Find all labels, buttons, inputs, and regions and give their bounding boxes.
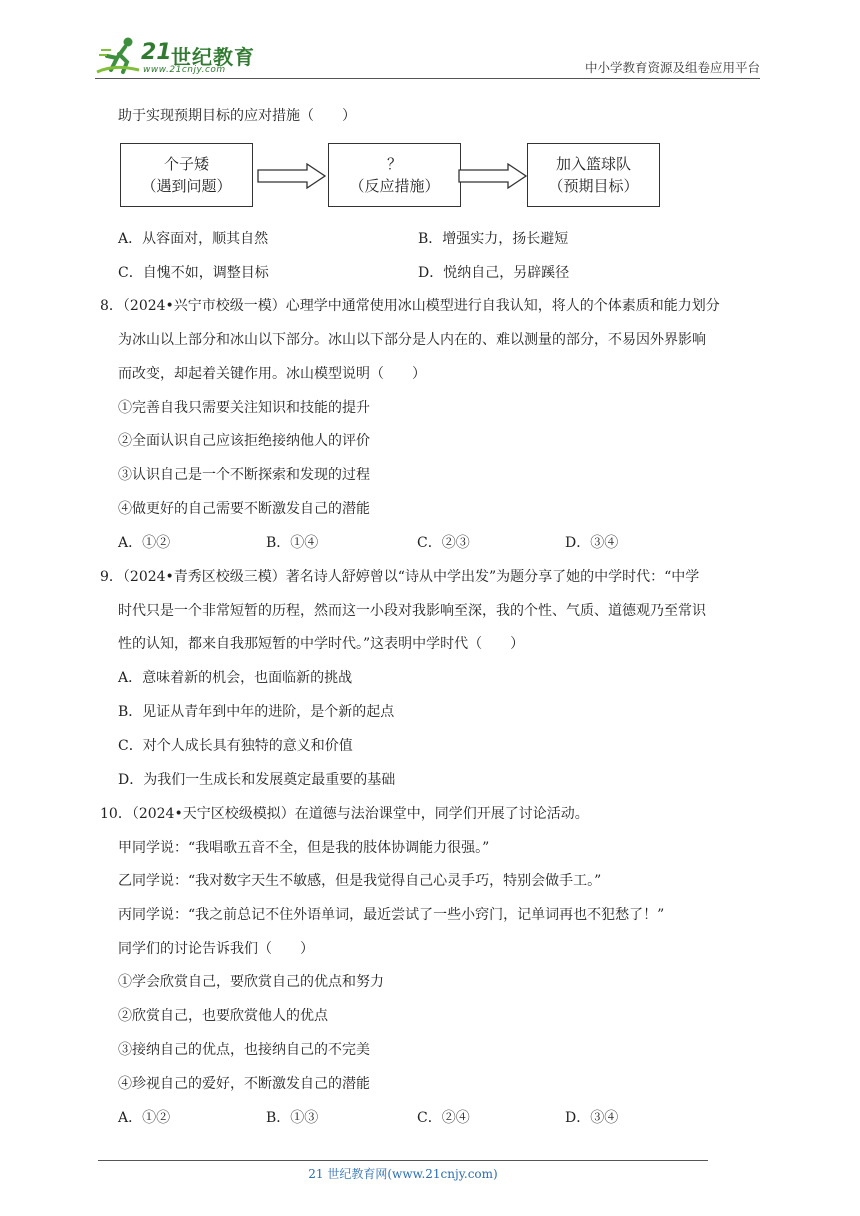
footer-link[interactable]: 21 世纪教育网(www.21cnjy.com) [308, 1167, 498, 1181]
q10-stem-line: 乙同学说：“我对数字天生不敏感，但是我觉得自己心灵手巧，特别会做手工。” [118, 873, 602, 889]
runner-icon [95, 36, 141, 76]
q10-option-d: D．③④ [565, 1110, 619, 1126]
q7-option-a: A．从容面对，顺其自然 [118, 231, 269, 247]
flow-box-measure [328, 143, 461, 207]
logo-url: www.21cnjy.com [143, 65, 226, 75]
q8-stem-line: 而改变，却起着关键作用。冰山模型说明（ ） [118, 366, 426, 382]
q8-option-a: A．①② [118, 535, 171, 551]
q9-option-d: D．为我们一生成长和发展奠定最重要的基础 [118, 772, 396, 788]
q7-option-d: D．悦纳自己，另辟蹊径 [418, 265, 570, 281]
q10-option-a: A．①② [118, 1110, 171, 1126]
logo-text: 世纪教育 [171, 45, 255, 69]
flow-box-text: 个子矮 （遇到问题） [141, 155, 232, 195]
q9-stem-line: 性的认知，都来自我那短暂的中学时代。”这表明中学时代（ ） [118, 636, 525, 652]
right-arrow-icon [458, 163, 528, 189]
q8-statement: ③认识自己是一个不断探索和发现的过程 [118, 467, 370, 483]
q8-option-d: D．③④ [565, 535, 619, 551]
q8-statement: ②全面认识自己应该拒绝接纳他人的评价 [118, 433, 370, 449]
flow-box-text: ？ （反应措施） [349, 155, 440, 195]
q10-option-b: B．①③ [266, 1110, 319, 1126]
q7-option-b: B．增强实力，扬长避短 [418, 231, 569, 247]
q10-stem-line: 甲同学说：“我唱歌五音不全，但是我的肢体协调能力很强。” [118, 840, 490, 856]
flow-box-problem [120, 143, 253, 207]
q8-statement: ④做更好的自己需要不断激发自己的潜能 [118, 501, 370, 517]
flow-box-goal [527, 143, 660, 207]
header-divider [95, 78, 760, 79]
q9-stem-line: 时代只是一个非常短暂的历程，然而这一小段对我影响至深，我的个性、气质、道德观乃至常识 [118, 603, 706, 619]
q8-stem-line: 8．（2024•兴宁市校级一模）心理学中通常使用冰山模型进行自我认知，将人的个体素质和能力划分 [100, 298, 720, 314]
q10-statement: ④珍视自己的爱好，不断激发自己的潜能 [118, 1076, 370, 1092]
site-logo [95, 36, 270, 76]
q10-statement: ②欣赏自己，也要欣赏他人的优点 [118, 1008, 328, 1024]
platform-title: 中小学教育资源及组卷应用平台 [584, 60, 760, 75]
logo-number: 21 [141, 40, 172, 65]
q9-option-c: C．对个人成长具有独特的意义和价值 [118, 738, 353, 754]
q9-option-a: A．意味着新的机会，也面临新的挑战 [118, 670, 353, 686]
q9-option-b: B．见证从青年到中年的进阶，是个新的起点 [118, 704, 395, 720]
q10-statement: ①学会欣赏自己，要欣赏自己的优点和努力 [118, 974, 384, 990]
q8-option-c: C．②③ [417, 535, 470, 551]
q7-flow-diagram [120, 143, 660, 209]
q8-statement: ①完善自我只需要关注知识和技能的提升 [118, 400, 370, 416]
footer-divider [98, 1160, 708, 1161]
q8-option-b: B．①④ [266, 535, 319, 551]
q7-stem: 助于实现预期目标的应对措施（ ） [118, 108, 356, 124]
q10-stem-line: 10．（2024•天宁区校级模拟）在道德与法治课堂中，同学们开展了讨论活动。 [100, 806, 589, 822]
q7-option-c: C．自愧不如，调整目标 [118, 265, 269, 281]
q10-stem-line: 丙同学说：“我之前总记不住外语单词，最近尝试了一些小窍门，记单词再也不犯愁了！” [118, 907, 665, 923]
q10-option-c: C．②④ [417, 1110, 470, 1126]
right-arrow-icon [257, 163, 327, 189]
page-header [95, 36, 760, 80]
q10-stem-line: 同学们的讨论告诉我们（ ） [118, 941, 314, 957]
q8-stem-line: 为冰山以上部分和冰山以下部分。冰山以下部分是人内在的、难以测量的部分，不易因外界影响 [118, 332, 706, 348]
q9-stem-line: 9．（2024•青秀区校级三模）著名诗人舒婷曾以“诗从中学出发”为题分享了她的中学时代：“中学 [100, 569, 700, 585]
q10-statement: ③接纳自己的优点，也接纳自己的不完美 [118, 1042, 370, 1058]
flow-box-text: 加入篮球队 （预期目标） [548, 155, 639, 195]
